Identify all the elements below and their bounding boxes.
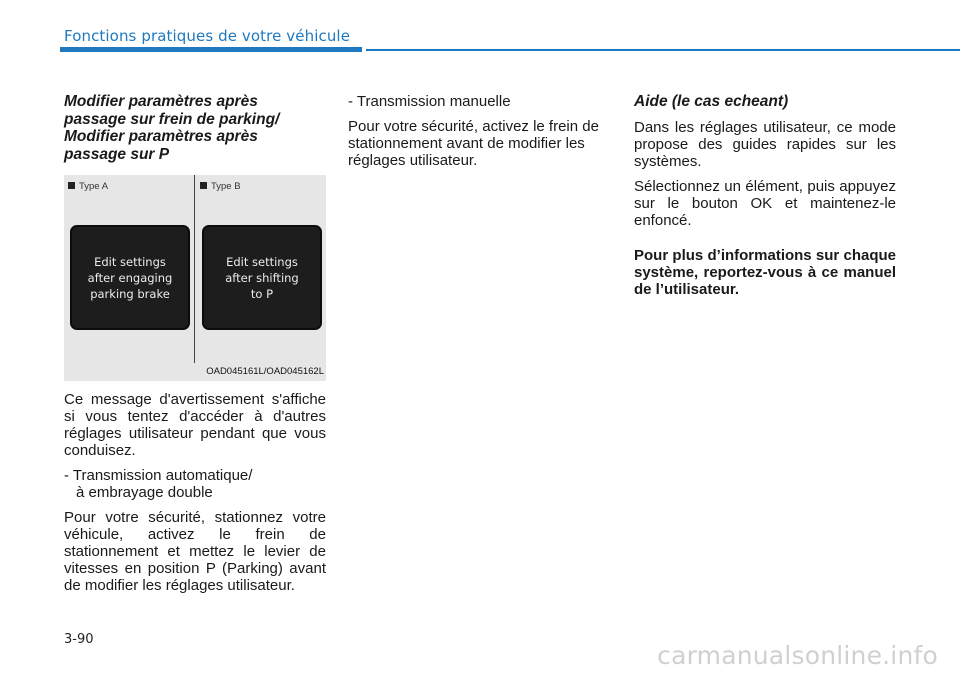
section-header-title: Fonctions pratiques de votre véhicule <box>64 27 351 45</box>
paragraph-automatic-instructions: Pour votre sécurité, stationnez votre véhicule, activez le frein de stationnement et mettez le levier de vitesses en position P (Parking) avant de modifier les réglages utilisateur. <box>64 509 326 594</box>
screen-message-type-b: Edit settings after shifting to P <box>225 254 299 301</box>
square-bullet-icon <box>68 182 75 189</box>
header-rule-thick <box>60 47 362 52</box>
heading-line: passage sur frein de parking/ <box>64 110 280 128</box>
cluster-screen-type-a <box>70 225 190 330</box>
figure-divider <box>194 175 195 363</box>
screen-message-type-a: Edit settings after engaging parking brake <box>87 254 173 301</box>
column-left <box>64 93 326 602</box>
heading-line: passage sur P <box>64 145 170 163</box>
header-rule-thin <box>366 49 960 51</box>
square-bullet-icon <box>200 182 207 189</box>
page-number: 3-90 <box>64 632 94 647</box>
cluster-screen-type-b <box>202 225 322 330</box>
section-heading-settings-after-parking <box>64 93 326 163</box>
list-item-automatic: - Transmission automatique/ à embrayage double <box>64 467 253 501</box>
watermark: carmanualsonline.info <box>657 641 938 670</box>
figure-code: OAD045161L/OAD045162L <box>206 366 324 377</box>
paragraph-help-reference: Pour plus d’informations sur chaque système, reportez-vous à ce manuel de l’utilisateur. <box>634 246 896 298</box>
figure-tag-type-b: Type B <box>200 178 241 195</box>
heading-line: Modifier paramètres après <box>64 93 258 110</box>
column-middle <box>348 93 606 177</box>
column-right <box>634 93 896 306</box>
paragraph-warning: Ce message d'avertissement s'affiche si vous tentez d'accéder à d'autres réglages utilisateur pendant que vous conduisez. <box>64 391 326 459</box>
section-heading-help: Aide (le cas echeant) <box>634 93 789 110</box>
list-item-manual: - Transmission manuelle <box>348 93 511 110</box>
paragraph-help-select: Sélectionnez un élément, puis appuyez sur le bouton OK et maintenez-le enfoncé. <box>634 177 896 229</box>
cluster-message-figure <box>64 175 326 381</box>
figure-tag-type-a: Type A <box>68 178 108 195</box>
paragraph-help-intro: Dans les réglages utilisateur, ce mode propose des guides rapides sur les systèmes. <box>634 118 896 170</box>
paragraph-manual-instructions: Pour votre sécurité, activez le frein de stationnement avant de modifier les réglages utilisateur. <box>348 118 599 169</box>
heading-line: Modifier paramètres après <box>64 128 258 145</box>
